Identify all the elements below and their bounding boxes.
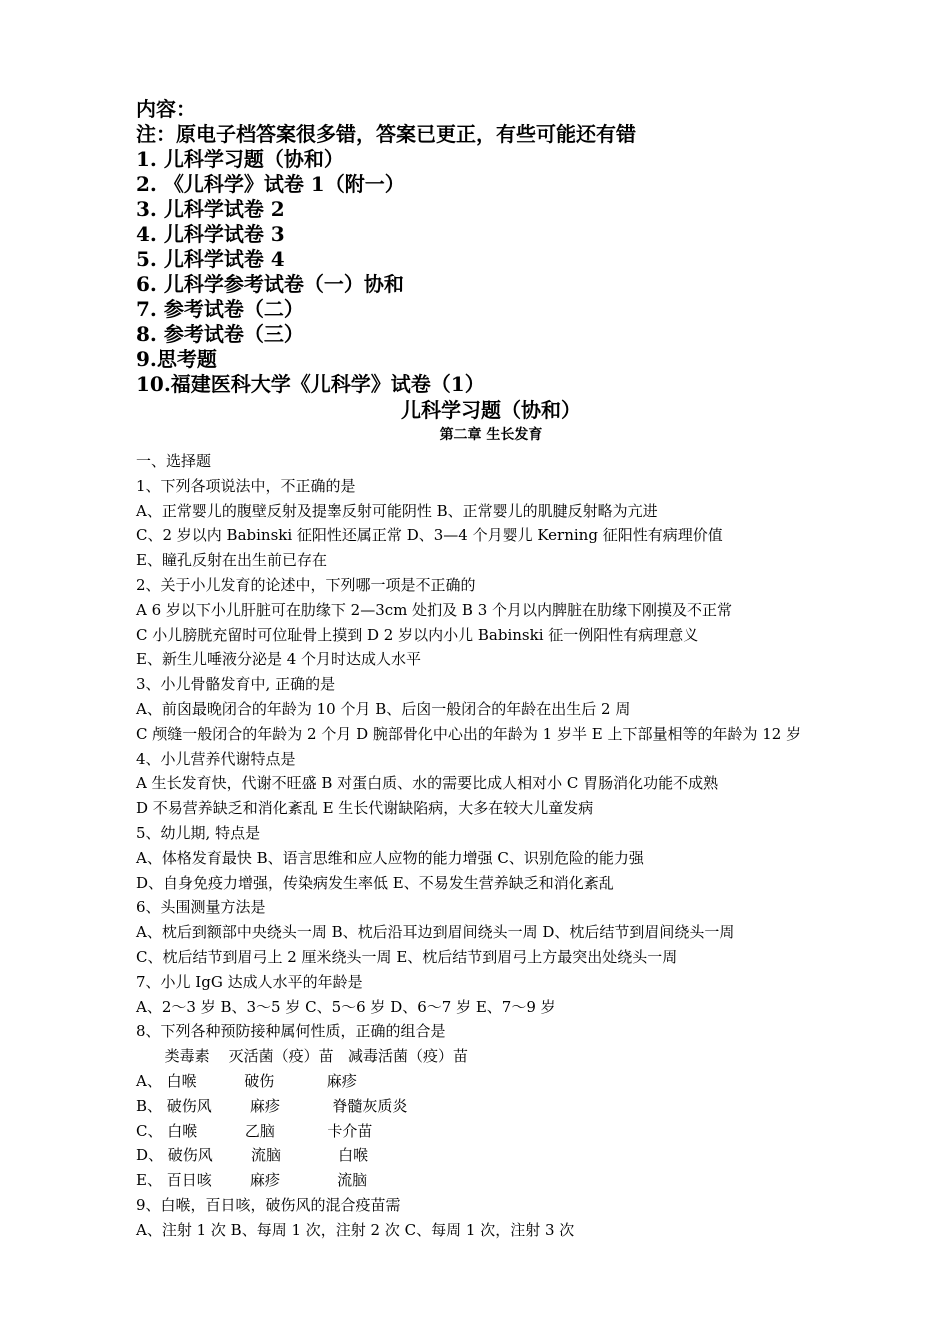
question-options: A 生长发育快，代谢不旺盛 B 对蛋白质、水的需要比成人相对小 C 胃肠消化功能不成熟 <box>136 774 719 793</box>
section-title: 儿科学习题（协和） <box>401 398 581 422</box>
question-options: E、新生儿唾液分泌是 4 个月时达成人水平 <box>136 650 422 669</box>
question-options: A、前囟最晚闭合的年龄为 10 个月 B、后囟一般闭合的年龄在出生后 2 周 <box>136 699 631 718</box>
toc-item: 3. 儿科学试卷 2 <box>136 197 285 221</box>
table-of-contents <box>136 97 856 397</box>
section-label: 一、选择题 <box>136 452 212 470</box>
toc-heading: 内容： <box>136 97 196 121</box>
question-options: C、枕后结节到眉弓上 2 厘米绕头一周 E、枕后结节到眉弓上方最突出处绕头一周 <box>136 947 678 966</box>
question-stem: 9、白喉，百日咳，破伤风的混合疫苗需 <box>136 1195 401 1214</box>
toc-item: 8. 参考试卷（三） <box>136 322 304 346</box>
question-stem: 1、下列各项说法中，不正确的是 <box>136 476 356 495</box>
vaccine-table-row: C、 白喉 乙脑 卡介苗 <box>136 1121 373 1140</box>
toc-item: 9.思考题 <box>136 347 217 371</box>
question-options: A、注射 1 次 B、每周 1 次，注射 2 次 C、每周 1 次，注射 3 次 <box>136 1220 575 1239</box>
question-options: A、体格发育最快 B、语言思维和应人应物的能力增强 C、识别危险的能力强 <box>136 848 644 867</box>
question-options: A 6 岁以下小儿肝脏可在肋缘下 2—3cm 处扪及 B 3 个月以内脾脏在肋缘下刚摸及不正常 <box>136 600 733 619</box>
vaccine-table-row: B、 破伤风 麻疹 脊髓灰质炎 <box>136 1096 408 1115</box>
question-stem: 5、幼儿期, 特点是 <box>136 823 261 842</box>
toc-item: 5. 儿科学试卷 4 <box>136 247 285 271</box>
question-options: C 颅缝一般闭合的年龄为 2 个月 D 腕部骨化中心出的年龄为 1 岁半 E 上下部量相等的年龄为 12 岁 <box>136 724 802 743</box>
toc-item: 7. 参考试卷（二） <box>136 297 304 321</box>
question-options: C、2 岁以内 Babinski 征阳性还属正常 D、3—4 个月婴儿 Kerning 征阳性有病理价值 <box>136 526 723 545</box>
question-stem: 3、小儿骨骼发育中, 正确的是 <box>136 675 336 694</box>
question-stem: 2、关于小儿发育的论述中，下列哪一项是不正确的 <box>136 575 476 594</box>
vaccine-table-row: A、 白喉 破伤 麻疹 <box>136 1071 357 1090</box>
document-page <box>136 97 856 1243</box>
question-options: E、瞳孔反射在出生前已存在 <box>136 551 327 570</box>
question-body <box>136 449 856 1243</box>
toc-item: 6. 儿科学参考试卷（一）协和 <box>136 272 404 296</box>
question-options: A、2～3 岁 B、3～5 岁 C、5～6 岁 D、6～7 岁 E、7～9 岁 <box>136 997 556 1016</box>
question-options: A、枕后到额部中央绕头一周 B、枕后沿耳边到眉间绕头一周 D、枕后结节到眉间绕头一周 <box>136 923 735 942</box>
toc-item: 4. 儿科学试卷 3 <box>136 222 285 246</box>
question-stem: 8、下列各种预防接种属何性质，正确的组合是 <box>136 1022 446 1041</box>
toc-item: 1. 儿科学习题（协和） <box>136 147 344 171</box>
vaccine-table-row: D、 破伤风 流脑 白喉 <box>136 1146 369 1165</box>
question-stem: 7、小儿 IgG 达成人水平的年龄是 <box>136 972 363 991</box>
vaccine-table-header: 类毒素 灭活菌（疫）苗 减毒活菌（疫）苗 <box>136 1047 468 1066</box>
question-options: D、自身免疫力增强，传染病发生率低 E、不易发生营养缺乏和消化紊乱 <box>136 873 614 892</box>
question-options: D 不易营养缺乏和消化紊乱 E 生长代谢缺陷病，大多在较大儿童发病 <box>136 799 594 818</box>
toc-item: 2. 《儿科学》试卷 1（附一） <box>136 172 405 196</box>
vaccine-table-row: E、 百日咳 麻疹 流脑 <box>136 1171 368 1190</box>
question-stem: 6、头围测量方法是 <box>136 898 266 917</box>
question-stem: 4、小儿营养代谢特点是 <box>136 749 296 768</box>
toc-note: 注：原电子档答案很多错，答案已更正，有些可能还有错 <box>136 122 636 146</box>
question-options: A、正常婴儿的腹壁反射及提睾反射可能阴性 B、正常婴儿的肌腱反射略为亢进 <box>136 501 658 520</box>
toc-item: 10.福建医科大学《儿科学》试卷（1） <box>136 372 485 396</box>
chapter-heading: 第二章 生长发育 <box>439 427 543 443</box>
question-options: C 小儿膀胱充留时可位耻骨上摸到 D 2 岁以内小儿 Babinski 征一例阳性有病理意义 <box>136 625 699 644</box>
